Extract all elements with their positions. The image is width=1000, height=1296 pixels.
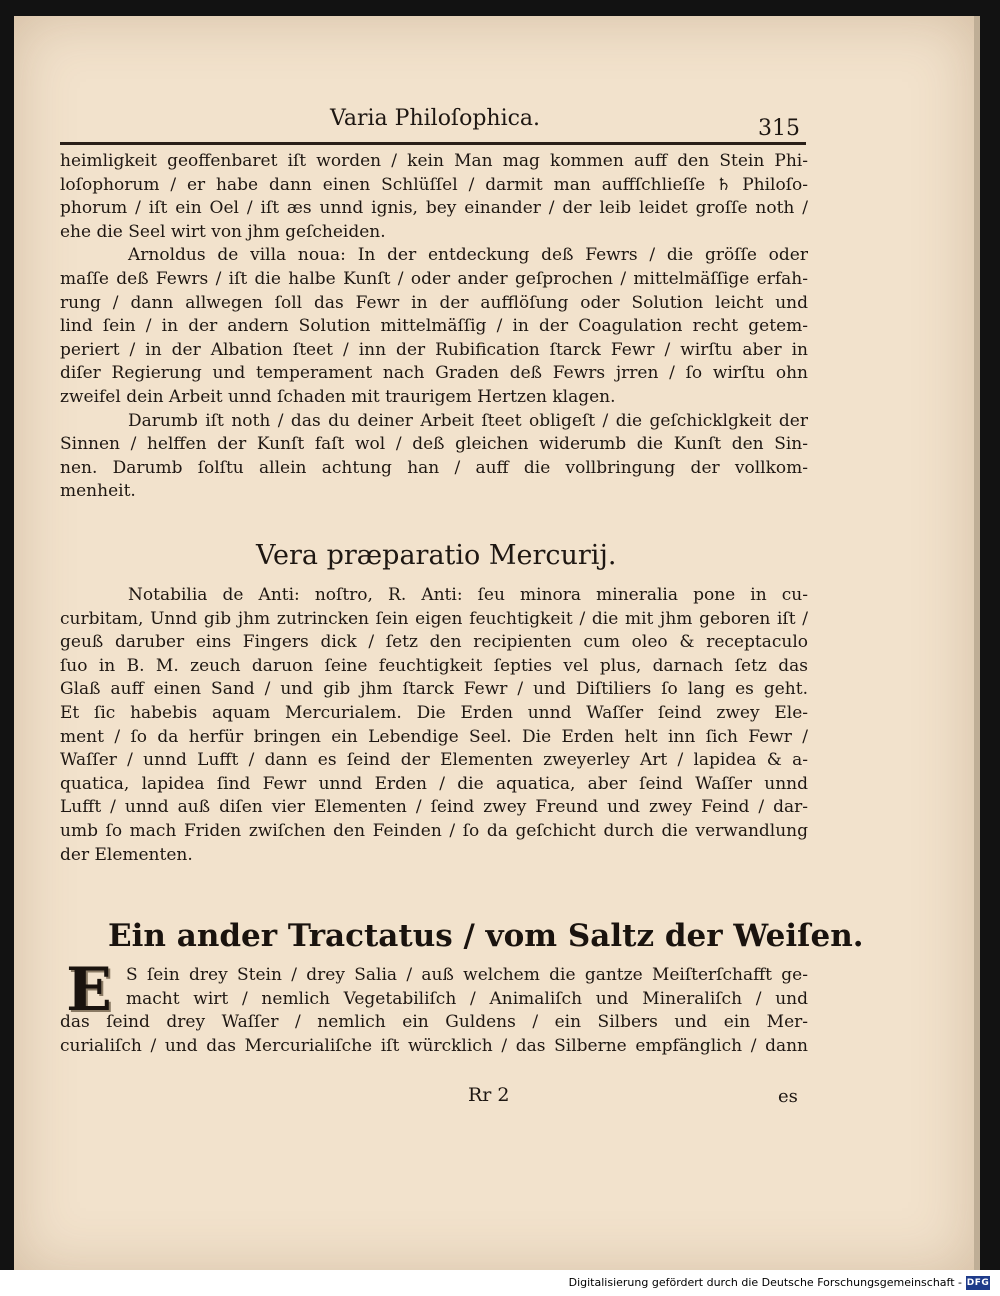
signature-mark: Rr 2 — [468, 1084, 510, 1106]
text-line: Glaß auff einen Sand / und gib jhm ſtarck Fewr / und Diſtiliers ſo lang es geht. — [60, 679, 808, 700]
dfg-logo: DFG — [966, 1278, 990, 1288]
text-line: Et ſic habebis aquam Mercurialem. Die Erden unnd Waſſer ſeind zwey Ele- — [60, 702, 808, 723]
text-line: nen. Darumb ſolſtu allein achtung han / auff die vollbringung der vollkom- — [60, 457, 808, 478]
text-line: menheit. — [60, 481, 136, 502]
text-block-bottom — [60, 964, 808, 1058]
header-rule — [60, 142, 806, 145]
text-line: das ſeind drey Waſſer / nemlich ein Guldens / ein Silbers und ein Mer- — [60, 1012, 808, 1033]
text-line: lind ſein / in der andern Solution mittelmäſſig / in der Coagulation recht getem- — [60, 316, 808, 337]
running-head: Varia Philoſophica. — [330, 106, 541, 131]
funding-credit: Digitalisierung gefördert durch die Deutsche Forschungsgemeinschaft - — [568, 1276, 962, 1289]
paragraph-1 — [60, 150, 808, 244]
text-block-middle — [60, 584, 808, 867]
text-line: periert / in der Albation ſteet / inn der Rubification ſtarck Fewr / wirſtu aber in — [60, 339, 808, 360]
text-line: umb ſo mach Friden zwiſchen den Feinden / ſo da geſchicht durch die verwandlung — [60, 820, 808, 841]
paragraph-3 — [60, 410, 808, 504]
text-line: Lufft / unnd auß diſen vier Elementen / ſeind zwey Freund und zwey Feind / dar- — [60, 797, 808, 818]
text-line: ſuo in B. M. zeuch daruon ſeine feuchtigkeit ſepties vel plus, darnach ſetz das — [60, 655, 808, 676]
paragraph-2 — [60, 244, 808, 409]
text-line: rung / dann allwegen ſoll das Fewr in der aufflöſung oder Solution leicht und — [60, 292, 808, 313]
paragraph-4 — [60, 584, 808, 867]
text-line: curialiſch / und das Mercurialiſche iſt würcklich / das Silberne empfänglich / dann — [60, 1035, 808, 1056]
catchword: es — [778, 1086, 798, 1107]
section-heading-mercurij: Vera præparatio Mercurij. — [256, 540, 617, 571]
text-line: ment / ſo da herfür bringen ein Lebendige Seel. Die Erden helt inn ſich Fewr / — [60, 726, 808, 747]
page-number: 315 — [758, 116, 800, 141]
text-line: maſſe deß Fewrs / iſt die halbe Kunſt / oder ander geſprochen / mittelmäſſige erfah- — [60, 268, 808, 289]
text-line: geuß daruber eins Fingers dick / ſetz den recipienten cum oleo & receptaculo — [60, 632, 808, 653]
section-heading-tractatus: Ein ander Tractatus / vom Saltz der Weiſen. — [108, 918, 864, 954]
page-edge — [974, 16, 980, 1274]
text-block-top — [60, 150, 808, 504]
text-line: Notabilia de Anti: noſtro, R. Anti: ſeu minora mineralia pone in cu- — [128, 585, 808, 605]
text-line: Darumb iſt noth / das du deiner Arbeit ſteet obligeſt / die geſchicklgkeit der — [128, 410, 808, 431]
text-line: der Elementen. — [60, 844, 193, 865]
text-line: ehe die Seel wirt von jhm geſcheiden. — [60, 221, 386, 242]
text-line: S ſein drey Stein / drey Salia / auß welchem die gantze Meiſterſchafft ge- — [126, 965, 808, 985]
paragraph-5 — [60, 964, 808, 1058]
text-line: curbitam, Unnd gib jhm zutrincken ſein eigen feuchtigkeit / die mit jhm geboren iſt / — [60, 608, 808, 629]
text-line: quatica, lapidea ſind Fewr unnd Erden / die aquatica, aber ſeind Waſſer unnd — [60, 773, 808, 794]
text-line: loſophorum / er habe dann einen Schlüſſel / darmit man auffſchlieſſe ♄ Philoſo- — [60, 174, 808, 195]
text-line: diſer Regierung und temperament nach Graden deß Fewrs jrren / ſo wirſtu ohn — [60, 363, 808, 384]
text-line: zweifel dein Arbeit unnd ſchaden mit traurigem Hertzen klagen. — [60, 386, 616, 407]
text-line: phorum / iſt ein Oel / iſt æs unnd ignis, bey einander / der leib leidet groſſe noth / — [60, 198, 808, 219]
text-line: Sinnen / helffen der Kunſt faſt wol / deß gleichen widerumb die Kunſt den Sin- — [60, 434, 808, 455]
decorative-initial: E — [66, 955, 112, 1025]
text-line: macht wirt / nemlich Vegetabiliſch / Animaliſch und Mineraliſch / und — [126, 988, 808, 1009]
text-line: Arnoldus de villa noua: In der entdeckung deß Fewrs / die gröſſe oder — [128, 245, 808, 266]
text-line: heimligkeit geoffenbaret iſt worden / kein Man mag kommen auff den Stein Phi- — [60, 151, 808, 171]
text-line: Waſſer / unnd Lufft / dann es ſeind der Elementen zweyerley Art / lapidea & a- — [60, 750, 808, 771]
